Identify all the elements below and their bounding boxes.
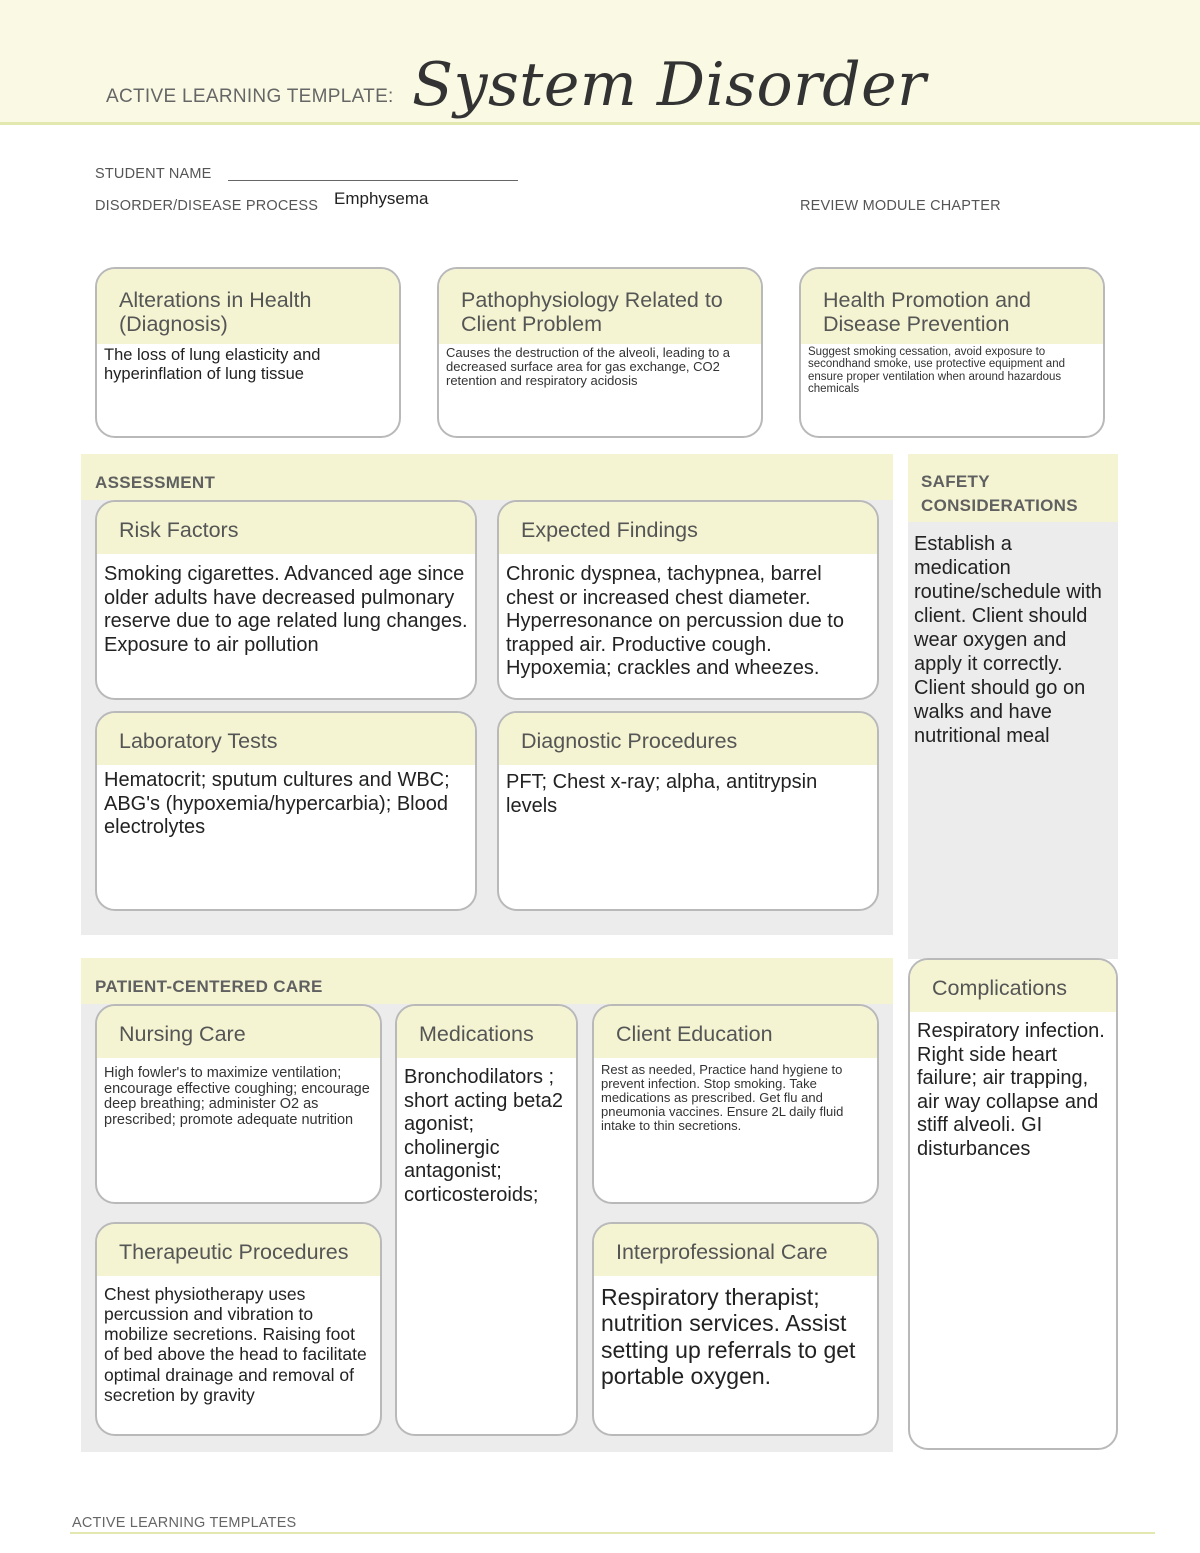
pathophysiology-text[interactable]: Causes the destruction of the alveoli, leading to a decreased surface area for gas exchange, CO2 retention and respiratory acidosis <box>446 345 731 389</box>
therapeutic-procedures-title: Therapeutic Procedures <box>97 1224 380 1276</box>
medications-title: Medications <box>397 1006 576 1058</box>
page-title: System Disorder <box>412 50 927 120</box>
alterations-title: Alterations in Health (Diagnosis) <box>97 269 399 344</box>
laboratory-tests-text[interactable]: Hematocrit; sputum cultures and WBC; ABG's (hypoxemia/hypercarbia); Blood electrolytes <box>104 769 450 839</box>
expected-findings-title: Expected Findings <box>499 502 877 554</box>
student-name-field[interactable] <box>228 180 518 181</box>
pathophysiology-card <box>437 267 763 438</box>
risk-factors-text[interactable]: Smoking cigarettes. Advanced age since older adults have decreased pulmonary reserve due to age related lung changes. Exposure to air pollution <box>104 563 468 656</box>
nursing-care-card <box>95 1004 382 1204</box>
laboratory-tests-title: Laboratory Tests <box>97 713 475 765</box>
safety-text[interactable]: Establish a medication routine/schedule with client. Client should wear oxygen and apply it correctly. Client should go on walks and have nutritional meal <box>914 533 1102 747</box>
safety-title: SAFETY CONSIDERATIONS <box>908 454 1118 522</box>
disorder-value[interactable]: Emphysema <box>334 189 429 208</box>
health-promotion-title: Health Promotion and Disease Prevention <box>801 269 1103 344</box>
expected-findings-card <box>497 500 879 700</box>
interprofessional-care-card <box>592 1222 879 1436</box>
interprofessional-care-text[interactable]: Respiratory therapist; nutrition services. Assist setting up referrals to get portable oxygen. <box>601 1284 856 1390</box>
review-module-label: REVIEW MODULE CHAPTER <box>800 198 1001 214</box>
diagnostic-procedures-text[interactable]: PFT; Chest x-ray; alpha, antitrypsin levels <box>506 771 818 817</box>
health-promotion-card <box>799 267 1105 438</box>
disorder-label: DISORDER/DISEASE PROCESS <box>95 198 319 214</box>
alterations-card <box>95 267 401 438</box>
risk-factors-card <box>95 500 477 700</box>
health-promotion-text[interactable]: Suggest smoking cessation, avoid exposure to secondhand smoke, use protective equipment and ensure proper ventilation when around hazardous chemicals <box>808 346 1065 396</box>
client-education-card <box>592 1004 879 1204</box>
client-education-text[interactable]: Rest as needed, Practice hand hygiene to prevent infection. Stop smoking. Take medications as prescribed. Get flu and pneumonia vaccines. Ensure 2L daily fluid intake to thin secretions. <box>601 1062 844 1134</box>
footer-label: ACTIVE LEARNING TEMPLATES <box>72 1515 297 1531</box>
client-education-title: Client Education <box>594 1006 877 1058</box>
safety-panel <box>908 454 1118 959</box>
assessment-title: ASSESSMENT <box>95 473 216 492</box>
therapeutic-procedures-card <box>95 1222 382 1436</box>
alterations-text[interactable]: The loss of lung elasticity and hyperinflation of lung tissue <box>104 346 321 383</box>
interprofessional-care-title: Interprofessional Care <box>594 1224 877 1276</box>
complications-text[interactable]: Respiratory infection. Right side heart failure; air trapping, air way collapse and stiff alveoli. GI disturbances <box>917 1020 1105 1160</box>
complications-title: Complications <box>910 960 1116 1012</box>
pathophysiology-title: Pathophysiology Related to Client Problem <box>439 269 761 344</box>
laboratory-tests-card <box>95 711 477 911</box>
template-label: ACTIVE LEARNING TEMPLATE: <box>106 86 394 107</box>
diagnostic-procedures-card <box>497 711 879 911</box>
risk-factors-title: Risk Factors <box>97 502 475 554</box>
expected-findings-text[interactable]: Chronic dyspnea, tachypnea, barrel chest or increased chest diameter. Hyperresonance on percussion due to trapped air. Productive cough. Hypoxemia; crackles and wheezes. <box>506 563 844 680</box>
medications-card <box>395 1004 578 1436</box>
patient-care-title: PATIENT-CENTERED CARE <box>95 977 323 996</box>
footer-divider <box>70 1532 1155 1534</box>
medications-text[interactable]: Bronchodilators ; short acting beta2 agonist; cholinergic antagonist; corticosteroids; <box>404 1066 563 1206</box>
nursing-care-text[interactable]: High fowler's to maximize ventilation; encourage effective coughing; encourage deep breathing; administer O2 as prescribed; promote adequate nutrition <box>104 1065 370 1128</box>
diagnostic-procedures-title: Diagnostic Procedures <box>499 713 877 765</box>
complications-card <box>908 958 1118 1450</box>
nursing-care-title: Nursing Care <box>97 1006 380 1058</box>
student-name-label: STUDENT NAME <box>95 166 212 182</box>
therapeutic-procedures-text[interactable]: Chest physiotherapy uses percussion and vibration to mobilize secretions. Raising foot of bed above the head to facilitate optimal drainage and removal of secretion by gravity <box>104 1284 367 1405</box>
